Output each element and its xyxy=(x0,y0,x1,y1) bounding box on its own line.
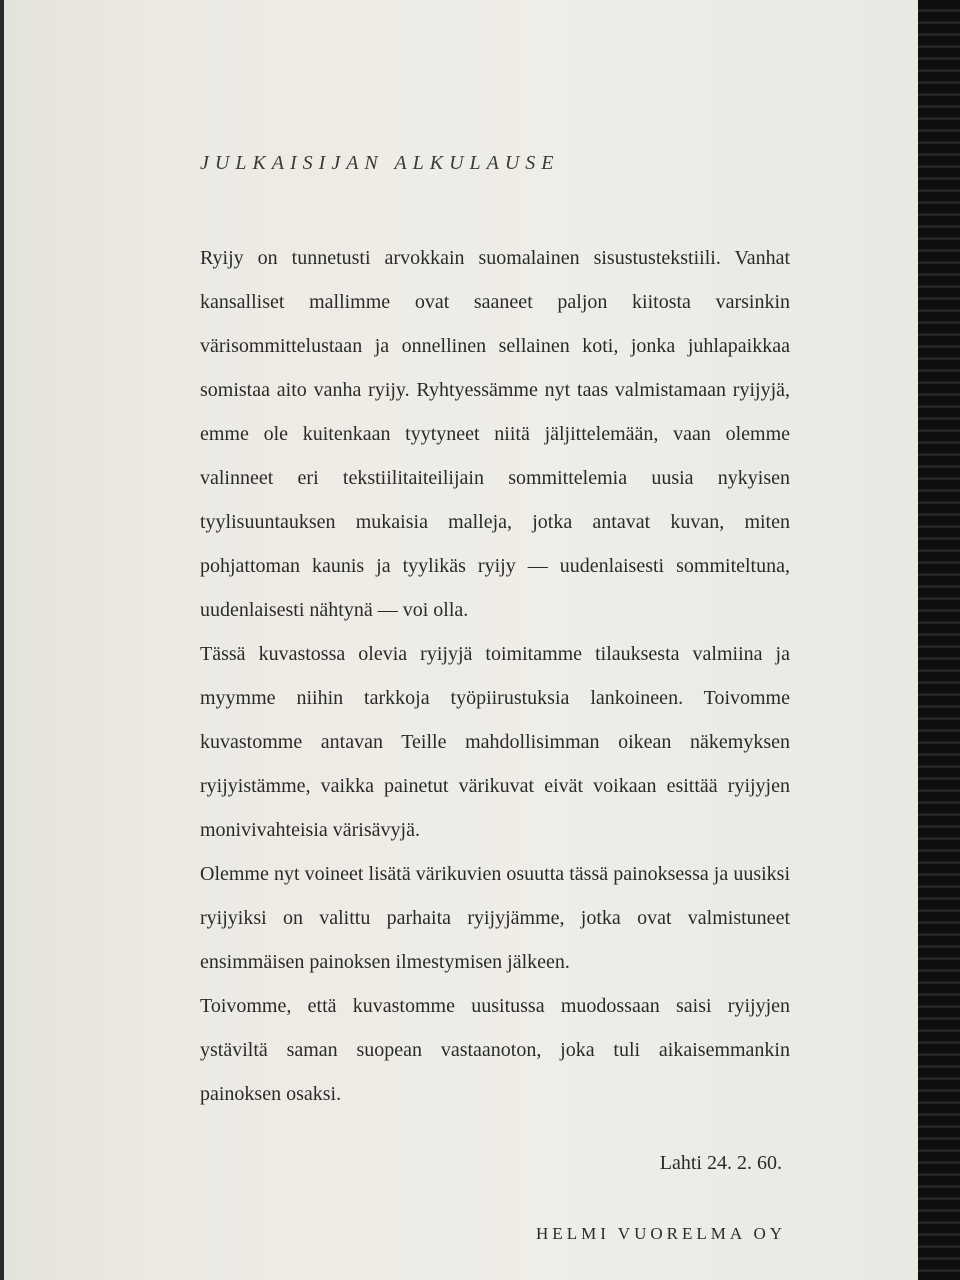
paragraph-3: Olemme nyt voineet lisätä värikuvien osuutta tässä painoksessa ja uusiksi ryijyiksi on valittu parhaita ryijyjämme, jotka ovat valmistuneet ensimmäisen painoksen ilmestymisen jälkeen. xyxy=(200,863,790,973)
page-heading: JULKAISIJAN ALKULAUSE xyxy=(200,152,560,174)
background-surface xyxy=(918,0,960,1280)
paragraph-2: Tässä kuvastossa olevia ryijyjä toimitamme tilauksesta valmiina ja myymme niihin tarkkoja työpiirustuksia lankoineen. Toivomme kuvastomme antavan Teille mahdollisimman oikean näkemyksen ryijyistämme, vaikka painetut värikuvat eivät voikaan esittää ryijyjen monivivahteisia värisävyjä. xyxy=(200,643,790,841)
paragraph-4: Toivomme, että kuvastomme uusitussa muodossaan saisi ryijyjen ystäviltä saman suopean vastaanoton, joka tuli aikaisemmankin painoksen osaksi. xyxy=(200,995,790,1105)
publisher-name: HELMI VUORELMA OY xyxy=(536,1224,786,1243)
paragraph-1: Ryijy on tunnetusti arvokkain suomalainen sisustustekstiili. Vanhat kansalliset mallimme ovat saaneet paljon kiitosta varsinkin värisommittelustaan ja onnellinen sellainen koti, jonka juhlapaikkaa somistaa aito vanha ryijy. Ryhtyessämme nyt taas valmistamaan ryijyjä, emme ole kuitenkaan tyytyneet niitä jäljittelemään, vaan olemme valinneet eri tekstiilitaiteilijain sommittelemia uusia nykyisen tyylisuuntauksen mukaisia malleja, jotka antavat kuvan, miten pohjattoman kaunis ja tyylikäs ryijy — uudenlaisesti sommiteltuna, uudenlaisesti nähtynä — voi olla. xyxy=(200,247,790,621)
body-text xyxy=(200,236,790,1116)
place-and-date: Lahti 24. 2. 60. xyxy=(659,1152,782,1174)
